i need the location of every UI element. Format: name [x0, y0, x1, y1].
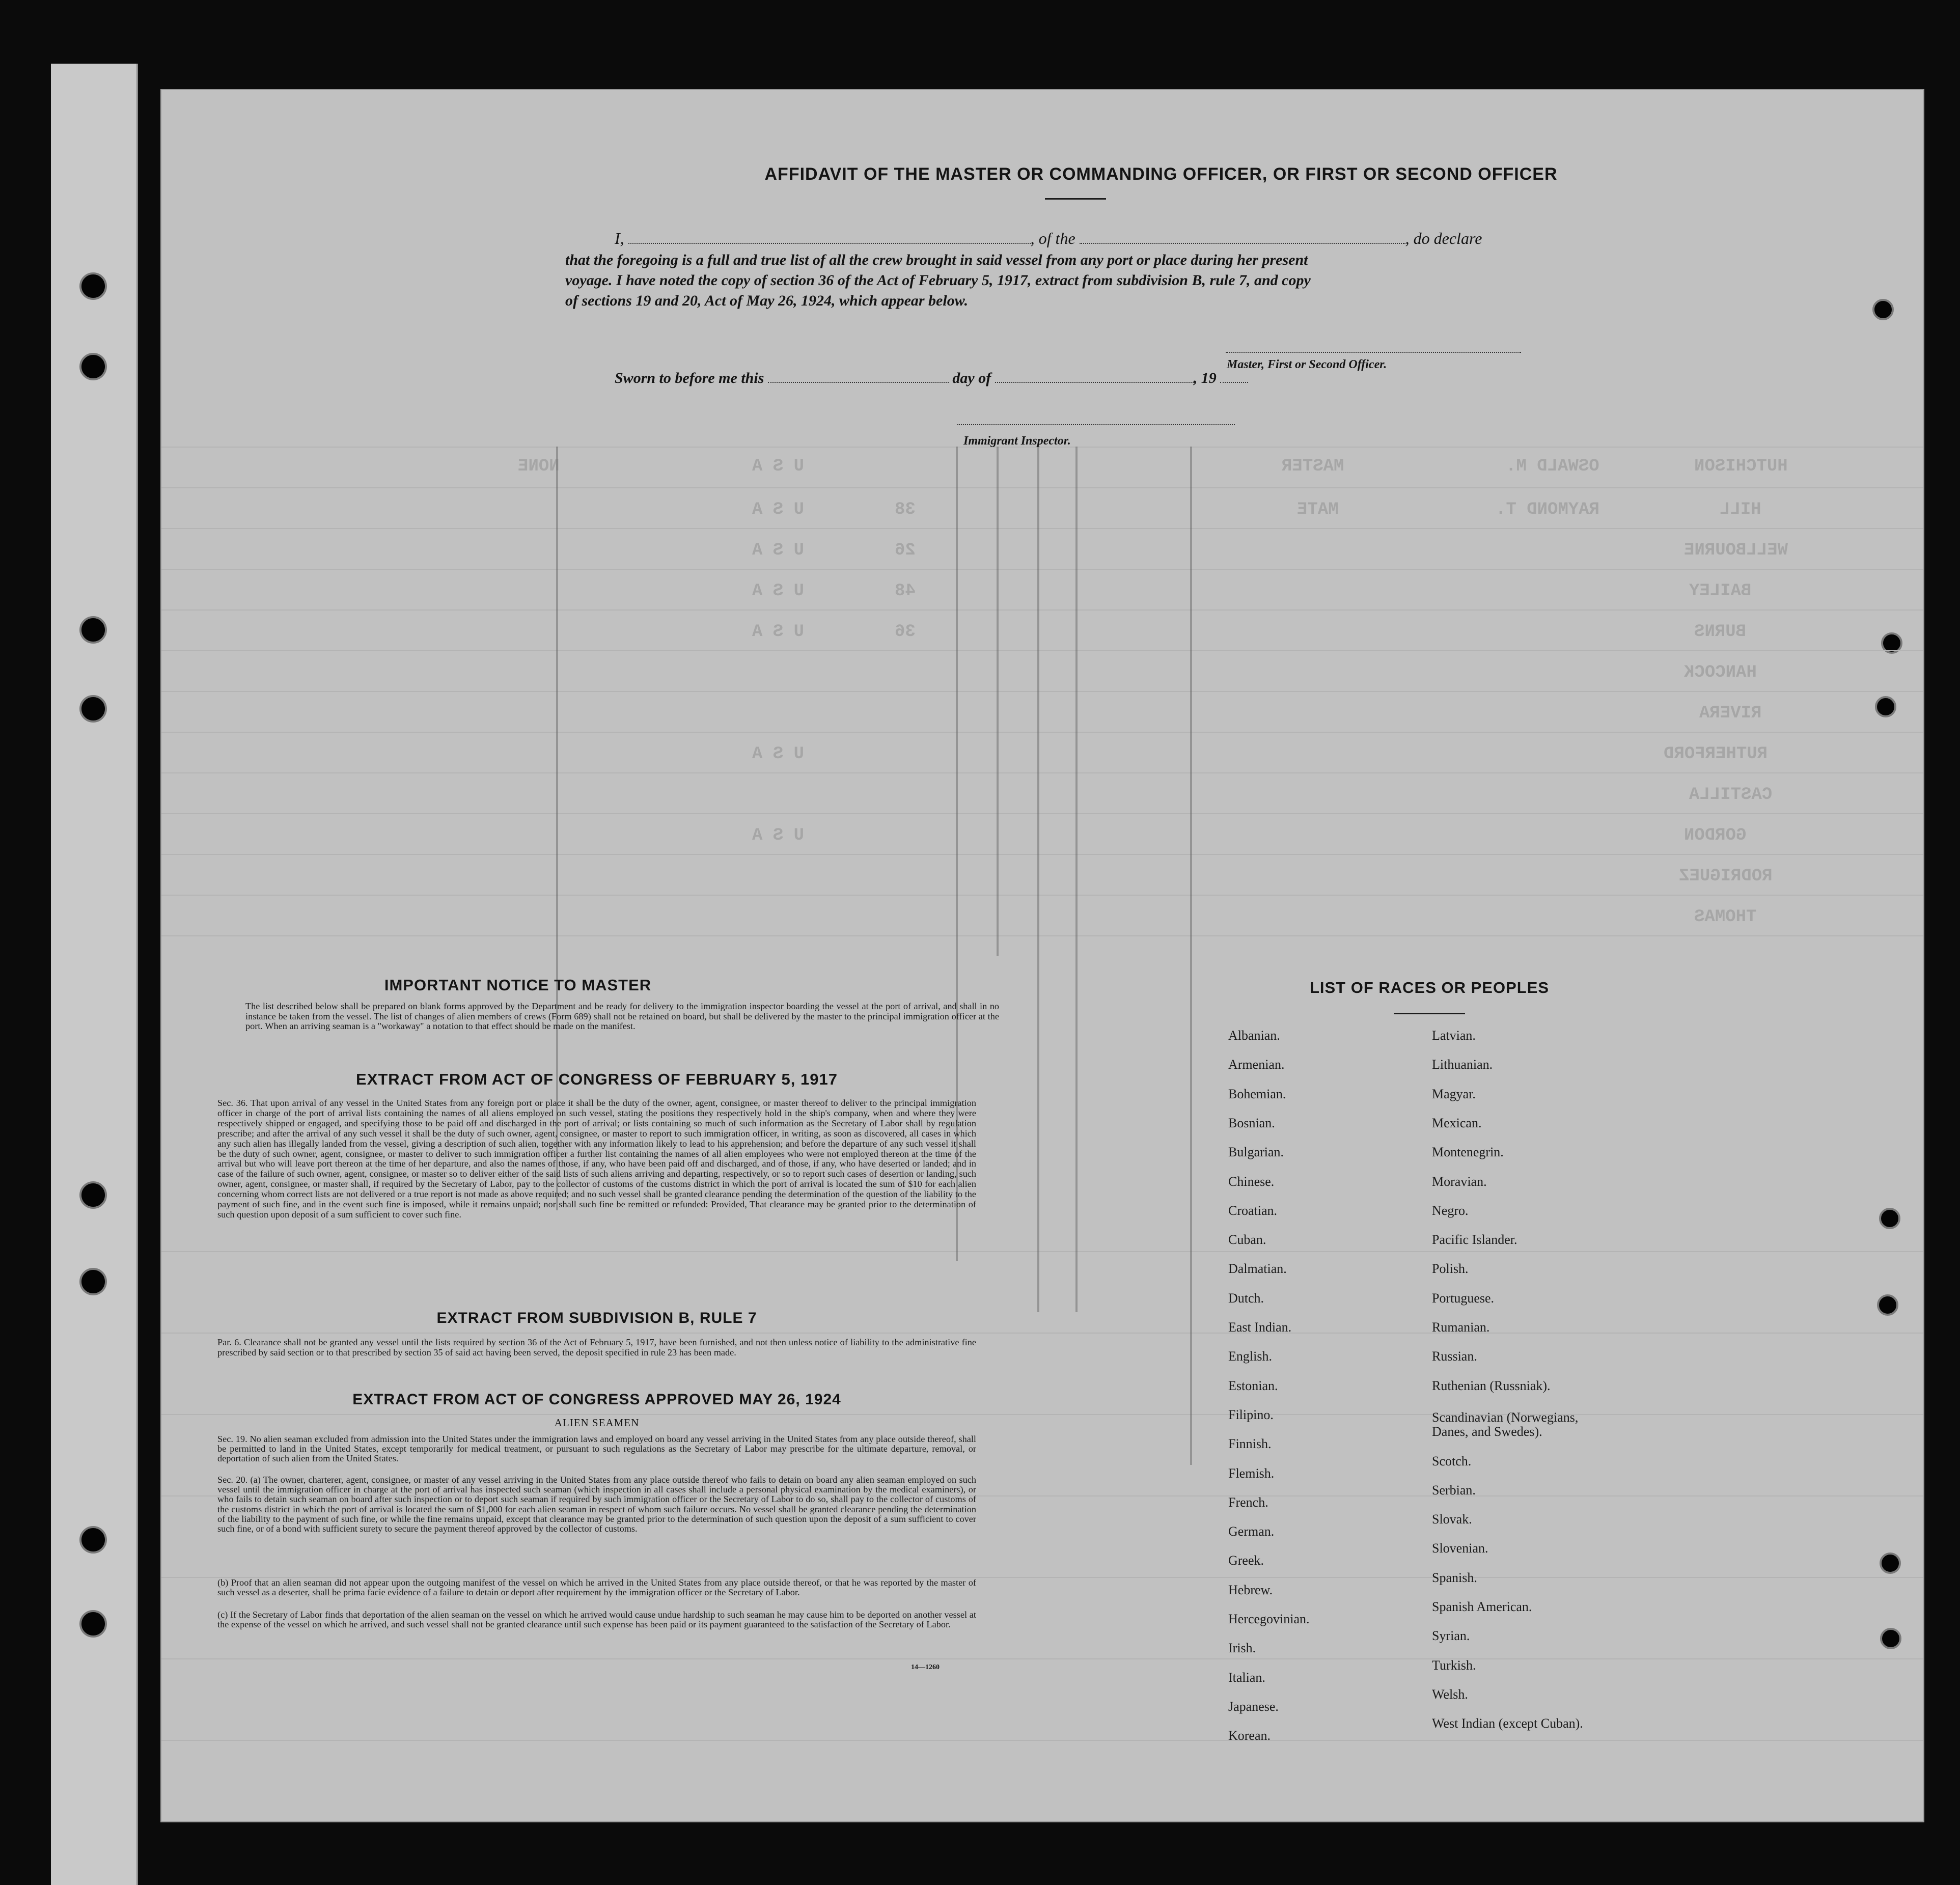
race-item: English.	[1228, 1349, 1272, 1364]
sworn-day-blank	[768, 369, 949, 383]
race-item: Bosnian.	[1228, 1115, 1275, 1130]
race-item: Magyar.	[1432, 1086, 1476, 1101]
race-item: Albanian.	[1228, 1028, 1280, 1043]
year-label: , 19	[1193, 370, 1217, 386]
punch-hole	[79, 1526, 107, 1554]
race-item: Croatian.	[1228, 1203, 1278, 1218]
declarant-label: I,	[615, 229, 624, 247]
punch-hole	[79, 1610, 107, 1638]
race-item: Slovenian.	[1432, 1541, 1488, 1556]
race-item: Japanese.	[1228, 1699, 1279, 1714]
race-item: German.	[1228, 1524, 1275, 1539]
affidavit-title: AFFIDAVIT OF THE MASTER OR COMMANDING OFFICER, OR FIRST OR SECOND OFFICER	[764, 164, 1558, 184]
race-item: Cuban.	[1228, 1232, 1266, 1248]
punch-hole	[79, 272, 107, 300]
race-item: Rumanian.	[1432, 1320, 1490, 1335]
declarant-name-blank	[628, 230, 1031, 244]
race-item: Negro.	[1432, 1203, 1469, 1218]
race-item: Portuguese.	[1432, 1290, 1495, 1306]
race-item: Spanish.	[1432, 1570, 1477, 1585]
extract-1924-title: EXTRACT FROM ACT OF CONGRESS APPROVED MAY 26, 1924	[352, 1391, 841, 1408]
race-item: Korean.	[1228, 1728, 1271, 1743]
races-title: LIST OF RACES OR PEOPLES	[1309, 979, 1550, 996]
extract-1924-subtitle: ALIEN SEAMEN	[554, 1417, 640, 1429]
punch-hole	[79, 1181, 107, 1209]
race-item: Estonian.	[1228, 1378, 1278, 1393]
race-item: Slovak.	[1432, 1512, 1472, 1527]
race-item: Chinese.	[1228, 1174, 1275, 1189]
race-item: East Indian.	[1228, 1320, 1292, 1335]
form-code: 14—1260	[911, 1664, 940, 1671]
race-item: Bohemian.	[1228, 1086, 1286, 1101]
extract-1917-title: EXTRACT FROM ACT OF CONGRESS OF FEBRUARY 5, 1917	[356, 1070, 838, 1088]
punch-hole	[1880, 1628, 1901, 1649]
punch-hole	[1880, 1553, 1901, 1574]
race-item: Finnish.	[1228, 1436, 1272, 1452]
extract-1924-sec19: Sec. 19. No alien seaman excluded from admission into the United States under the immigration laws and employed on board any vessel arriving in the United States from any place outside thereof, shall be permitted to land in the United States, except temporarily for medical treatment, or pursuant to such regulations as the Secretary of Labor may prescribe for the ultimate departure, removal, or deportation of such alien from the United States.	[217, 1434, 976, 1464]
affidavit-line-1	[615, 229, 1482, 248]
race-item: Mexican.	[1432, 1115, 1482, 1130]
affidavit-line-3: voyage. I have noted the copy of section 36 of the Act of February 5, 1917, extract from subdivision B, rule 7, and copy	[565, 272, 1311, 289]
punch-hole	[1879, 1208, 1900, 1229]
race-item: Dalmatian.	[1228, 1261, 1287, 1277]
sworn-month-blank	[995, 369, 1194, 383]
master-caption: Master, First or Second Officer.	[1227, 358, 1387, 371]
race-item: Montenegrin.	[1432, 1145, 1504, 1160]
inspector-caption: Immigrant Inspector.	[963, 434, 1071, 448]
binding-strip	[51, 64, 138, 1885]
race-item: Dutch.	[1228, 1290, 1264, 1306]
race-item: Lithuanian.	[1432, 1057, 1493, 1072]
race-item: Serbian.	[1432, 1482, 1476, 1498]
race-item: Filipino.	[1228, 1407, 1274, 1422]
extract-1924-sec20b: (b) Proof that an alien seaman did not appear upon the outgoing manifest of the vessel on which he arrived in the United States from any place outside thereof, or that he was reported by the master of such vessel as a deserter, shall be prima facie evidence of a failure to detain or deport after requirement by the immigration officer or the Secretary of Labor.	[217, 1577, 976, 1598]
sworn-label: Sworn to before me this	[615, 370, 764, 386]
day-of-label: day of	[952, 370, 991, 386]
notice-text: The list described below shall be prepared on blank forms approved by the Department and be ready for delivery to the immigration inspector boarding the vessel at the port of arrival, and shall in no instance be taken from the vessel. The list of changes of alien members of crews (Form 689) shall not be retained on board, but shall be delivered by the master to the principal immigration officer at the port. When an arriving seaman is a "workaway" a notation to that effect should be made on the manifest.	[245, 1001, 999, 1032]
rule7-title: EXTRACT FROM SUBDIVISION B, RULE 7	[436, 1310, 757, 1326]
race-item: Armenian.	[1228, 1057, 1285, 1072]
notice-title: IMPORTANT NOTICE TO MASTER	[384, 976, 652, 994]
race-item: Russian.	[1432, 1349, 1477, 1364]
sworn-year-blank	[1220, 369, 1248, 383]
punch-hole	[1872, 299, 1894, 320]
race-item: Syrian.	[1432, 1628, 1470, 1644]
punch-hole	[1877, 1294, 1898, 1316]
race-item: Ruthenian (Russniak).	[1432, 1378, 1551, 1393]
race-item: Hercegovinian.	[1228, 1612, 1310, 1626]
race-item: Hebrew.	[1228, 1582, 1273, 1597]
vessel-name-blank	[1080, 230, 1405, 244]
race-item: Danes, and Swedes).	[1432, 1424, 1542, 1439]
inspector-signature-line	[957, 424, 1235, 425]
race-item: Scotch.	[1432, 1453, 1472, 1468]
master-signature-line	[1226, 352, 1521, 353]
extract-1924-sec20a: Sec. 20. (a) The owner, charterer, agent, consignee, or master of any vessel arriving in the United States from any place outside thereof who fails to detain on board any alien seaman employed on such vessel until the immigration officer in charge at the port of arrival has inspected such seaman (which inspection in all cases shall include a personal physical examination by the medical examiners), or who fails to detain such seaman on board after such inspection or to deport such seaman if required by such immigration officer or the Secretary of Labor to do so, shall pay to the collector of customs of the customs district in which the port of arrival is located the sum of $1,000 for each alien seaman in respect of whom such failure occurs. No vessel shall be granted clearance pending the determination of the liability to the payment of such fine, or while the fine remains unpaid, except that clearance may be granted prior to the determination of such question upon the deposit of a sum sufficient to cover such fine, or of a bond with sufficient surety to secure the payment thereof approved by the collector of customs.	[217, 1475, 976, 1534]
race-item: Scandinavian (Norwegians,	[1432, 1409, 1579, 1425]
punch-hole	[79, 1268, 107, 1295]
punch-hole	[1875, 696, 1896, 717]
race-item: Irish.	[1228, 1641, 1256, 1656]
race-item: Polish.	[1432, 1261, 1469, 1277]
race-item: Flemish.	[1228, 1465, 1275, 1481]
declare-label: , do declare	[1405, 229, 1482, 247]
vessel-label: , of the	[1030, 229, 1075, 247]
race-item: Italian.	[1228, 1670, 1265, 1685]
extract-1924-sec20c: (c) If the Secretary of Labor finds that deportation of the alien seaman on the vessel on which he arrived would cause undue hardship to such seaman he may cause him to be deported on another vessel at the expense of the vessel on which he arrived, and such vessel shall not be granted clearance until such expense has been paid or its payment guaranteed to the satisfaction of the Secretary of Labor.	[217, 1610, 976, 1630]
race-item: French.	[1228, 1494, 1268, 1510]
race-item: Turkish.	[1432, 1657, 1476, 1673]
sworn-line	[615, 369, 1248, 387]
punch-hole	[79, 616, 107, 644]
affidavit-line-4: of sections 19 and 20, Act of May 26, 1924, which appear below.	[565, 292, 969, 309]
affidavit-line-2: that the foregoing is a full and true list of all the crew brought in said vessel from any port or place during her present	[565, 252, 1308, 268]
race-item: West Indian (except Cuban).	[1432, 1716, 1583, 1731]
race-item: Greek.	[1228, 1553, 1264, 1568]
race-item: Spanish American.	[1432, 1599, 1532, 1614]
race-item: Latvian.	[1432, 1028, 1476, 1043]
punch-hole	[79, 353, 107, 380]
extract-1917-text: Sec. 36. That upon arrival of any vessel in the United States from any foreign port or place it shall be the duty of the owner, agent, consignee, or master thereof to deliver to the principal immigration officer in charge of the port of arrival lists containing the names of all aliens employed on such vessel, stating the positions they respectively hold in the ship's company, when and where they were respectively shipped or engaged, and specifying those to be paid off and discharged in the port of arrival; or lists containing so much of such information as the Secretary of Labor shall by regulation prescribe; and after the arrival of any such vessel it shall be the duty of such owner, agent, consignee, or master to report to such immigration officer, in writing, as soon as discovered, all cases in which any such alien has illegally landed from the vessel, giving a description of such alien, together with any information likely to lead to his apprehension; and before the departure of any such vessel it shall be the duty of such owner, agent, consignee, or master to deliver to such immigration officer a further list containing the names of all alien employees who were not employed thereon at the time of the arrival but who will leave port thereon at the time of her departure, and also the names of those, if any, who have been paid off and discharged, and of those, if any, who have deserted or landed; and in case of the failure of such owner, agent, consignee, or master so to deliver either of the said lists of such aliens arriving and departing, respectively, or so to report such cases of desertion or landing, such owner, agent, consignee, or master shall, if required by the Secretary of Labor, pay to the collector of customs of the customs district in which the port of arrival is located the sum of $10 for each alien concerning whom correct lists are not delivered or a true report is not made as above required; and no such vessel shall be granted clearance pending the determination of the question of the liability to the payment of such fine, and in the event such fine is imposed, while it remains unpaid; nor shall such fine be remitted or refunded: Provided, That clearance may be granted prior to the determination of such question upon deposit of a sum sufficient to cover such fine.	[217, 1098, 976, 1219]
race-item: Moravian.	[1432, 1174, 1487, 1189]
punch-hole	[79, 695, 107, 723]
race-item: Bulgarian.	[1228, 1145, 1284, 1160]
race-item: Welsh.	[1432, 1686, 1468, 1702]
manifest-sheet: HUTCHISON OSWALD M. MASTER HILL RAYMOND T. MATE WELLBOURNE BAILEY BURNS HANCOCK RIVERA RUTHERFORD CASTILLA GORDON RODRIGUEZ THOMAS U S A U S A U S A U S A U S A U S A U S A NONE 38 26 48 36 AFFIDAVIT OF THE MASTER OR COMMANDING OFFICER, OR FIRST OR SECOND OFFICER I, , of the , do declare that the foregoing is a full and true list of all the crew brought in said vessel from any port or place during her present voyage. I have noted the copy of section 36 of the Act of February 5, 1917, extract from subdivision B, rule 7, and copy of sections 19 and 20, Act of May 26, 1924, which appear below. Master, First or Second Officer. Sworn to before me this day of , 19 Immigrant Inspector. IMPORTANT NOTICE TO MASTER The list described below shall be prepared on blank forms approved by the Department and be ready for delivery to the immigration inspector boarding the vessel at the port of arrival, and shall in no instance be taken from the vessel. The list of changes of alien members of crews (Form 689) shall not be retained on board, but shall be delivered by the master to the principal immigration officer at the port. When an arriving seaman is a "workaway" a notation to that effect should be made on the manifest. EXTRACT FROM ACT OF CONGRESS OF FEBRUARY 5, 1917 Sec. 36. That upon arrival of any vessel in the United States from any foreign port or place it shall be the duty of the owner, agent, consignee, or master thereof to deliver to the principal immigration officer in charge of the port of arrival lists containing the names of all aliens employed on such vessel, stating the positions they respectively hold in the ship's company, when and where they were respectively shipped or engaged, and specifying those to be paid off and discharged in the port of arrival; or lists containing so much of such information as the Secretary of Labor shall by regulation prescribe; and after the arrival of any such vessel it shall be the duty of such owner, agent, consignee, or master to report to such immigration officer, in writing, as soon as discovered, all cases in which any such alien has illegally landed from the vessel, giving a description of such alien, together with any information likely to lead to his apprehension; and before the departure of any such vessel it shall be the duty of such owner, agent, consignee, or master to deliver to such immigration officer a further list containing the names of all alien employees who were not employed thereon at the time of the arrival but who will leave port thereon at the time of her departure, and also the names of those, if any, who have been paid off and discharged, and of those, if any, who have deserted or landed; and in case of the failure of such owner, agent, consignee, or master so to deliver either of the said lists of such aliens arriving and departing, respectively, or so to report such cases of desertion or landing, such owner, agent, consignee, or master shall, if required by the Secretary of Labor, pay to the collector of customs of the customs district in which the port of arrival is located the sum of $10 for each alien concerning whom correct lists are not delivered or a true report is not made as above required; and no such vessel shall be granted clearance pending the determination of the question of the liability to the payment of such fine, and in the event such fine is imposed, while it remains unpaid; nor shall such fine be remitted or refunded: Provided, That clearance may be granted prior to the determination of such question upon deposit of a sum sufficient to cover such fine. EXTRACT FROM SUBDIVISION B, RULE 7 Par. 6. Clearance shall not be granted any vessel until the lists required by section 36 of the Act of February 5, 1917, have been furnished, and not then unless notice of liability to the administrative fine prescribed by said section or to that prescribed by section 35 of said act having been served, the deposit specified in rule 23 has been made. EXTRACT FROM ACT OF CONGRESS APPROVED MAY 26, 1924 ALIEN SEAMEN Sec. 19. No alien seaman excluded from admission into the United States under the immigration laws and employed on board any vessel arriving in the United States from any place outside thereof, shall be permitted to land in the United States, except temporarily for medical treatment, or pursuant to such regulations as the Secretary of Labor may prescribe for the ultimate departure, removal, or deportation of such alien from the United States. Sec. 20. (a) The owner, charterer, agent, consignee, or master of any vessel arriving in the United States from any place outside thereof who fails to detain on board any alien seaman employed on such vessel until the immigration officer in charge at the port of arrival has inspected such seaman (which inspection in all cases shall include a personal physical examination by the medical examiners), or who fails to detain such seaman on board after such inspection or to deport such seaman if required by such immigration officer or the Secretary of Labor to do so, shall pay to the collector of customs of the customs district in which the port of arrival is located the sum of $1,000 for each alien seaman in respect of whom such failure occurs. No vessel shall be granted clearance pending the determination of the liability to the payment of such fine, or while the fine remains unpaid, except that clearance may be granted prior to the determination of such question upon the deposit of a sum sufficient to cover such fine, or of a bond with sufficient surety to secure the payment thereof approved by the collector of customs. (b) Proof that an alien seaman did not appear upon the outgoing manifest of the vessel on which he arrived in the United States from any place outside thereof, or that he was reported by the master of such vessel as a deserter, shall be prima facie evidence of a failure to detain or deport after requirement by the immigration officer or the Secretary of Labor. (c) If the Secretary of Labor finds that deportation of the alien seaman on the vessel on which he arrived would cause undue hardship to such seaman he may cause him to be deported on another vessel at the expense of the vessel on which he arrived, and such vessel shall not be granted clearance until such expense has been paid or its payment guaranteed to the satisfaction of the Secretary of Labor. 14—1260 LIST OF RACES OR PEOPLES Albanian. Armenian. Bohemian. Bosnian. Bulgarian. Chinese. Croatian. Cuban. Dalmatian. Dutch. East Indian. English. Estonian. Filipino. Finnish. Flemish. French. German. Greek. Hebrew. Hercegovinian. Irish. Italian. Japanese. Korean. Latvian. Lithuanian. Magyar. Mexican. Montenegrin. Moravian. Negro. Pacific Islander. Polish. Portuguese. Rumanian. Russian. Ruthenian (Russniak). Scandinavian (Norwegians, Danes, and Swedes). Scotch. Serbian. Slovak. Slovenian. Spanish. Spanish American. Syrian. Turkish. Welsh. West Indian (except Cuban).	[160, 89, 1924, 1822]
rule7-text: Par. 6. Clearance shall not be granted any vessel until the lists required by section 36 of the Act of February 5, 1917, have been furnished, and not then unless notice of liability to the administrative fine prescribed by said section or to that prescribed by section 35 of said act having been served, the deposit specified in rule 23 has been made.	[217, 1337, 976, 1357]
race-item: Pacific Islander.	[1432, 1232, 1517, 1248]
